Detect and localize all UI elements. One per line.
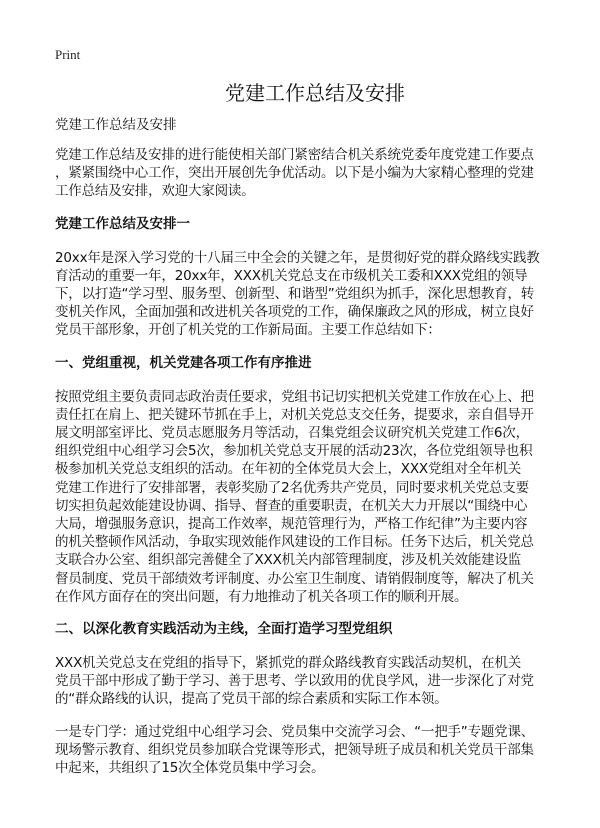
paragraph-4	[55, 723, 575, 778]
text-line: 育活动的重要一年，20xx年，XXX机关党总支在市级机关工委和XXX党组的领导	[55, 267, 528, 284]
text-line: 一是专门学：通过党组中心组学习会、党员集中交流学习会、“一把手”专题党课、	[55, 723, 535, 740]
heading-2: 二、以深化教育实践活动为主线，全面打造学习型党组织	[55, 621, 393, 638]
paragraph-3	[55, 654, 575, 709]
text-line: 工作总结及安排，欢迎大家阅读。	[55, 183, 255, 200]
text-line: 按照党组主要负责同志政治责任要求，党组书记切实把机关党建工作放在心上、把	[55, 388, 534, 405]
text-line: 20xx年是深入学习党的十八届三中全会的关键之年，是贯彻好党的群众路线实践教	[55, 249, 540, 266]
text-line: 党建工作进行了安排部署，表彰奖励了2名优秀共产党员，同时要求机关党总支要	[55, 479, 529, 496]
text-line: ，紧紧围绕中心工作，突出开展创先争优活动。以下是小编为大家精心整理的党建	[55, 165, 534, 182]
intro-paragraph	[55, 146, 575, 201]
text-line: 党员干部中形成了勤于学习、善于思考、学以致用的优良学风，进一步深化了对党	[55, 673, 534, 690]
text-line: 现场警示教育、组织党员参加联合党课等形式，把领导班子成员和机关党员干部集	[55, 741, 534, 758]
text-line: 极参加机关党总支组织的活动。在年初的全体党员大会上，XXX党组对全年机关	[55, 461, 522, 478]
paragraph-2	[55, 388, 575, 606]
text-line: XXX机关党总支在党组的指导下，紧抓党的群众路线教育实践活动契机，在机关	[55, 655, 522, 672]
text-line: 下，以打造“学习型、服务型、创新型、和谐型”党组织为抓手，深化思想教育，转	[55, 286, 535, 303]
document-subtitle: 党建工作总结及安排	[55, 117, 177, 133]
text-line: 的“群众路线的认识，提高了党员干部的综合素质和实际工作本领。	[55, 691, 448, 708]
text-line: 党建工作总结及安排的进行能使相关部门紧密结合机关系统党委年度党建工作要点	[55, 147, 534, 163]
section-title: 党建工作总结及安排一	[55, 215, 190, 232]
heading-1: 一、党组重视，机关党建各项工作有序推进	[55, 354, 312, 371]
text-line: 督员制度、党员干部绩效考评制度、办公室卫生制度、请销假制度等，解决了机关	[55, 570, 534, 587]
text-line: 支联合办公室、组织部完善健全了XXX机关内部管理制度，涉及机关效能建设监	[55, 552, 522, 569]
text-line: 切实担负起效能建设协调、指导、督查的重要职责，在机关大力开展以“围绕中心	[55, 497, 528, 514]
text-line: 责任扛在肩上、把关键环节抓在手上，对机关党总支交任务，提要求，亲自倡导开	[55, 406, 534, 423]
text-line: 变机关作风，全面加强和改进机关各项党的工作，确保廉政之风的形成，树立良好	[55, 304, 534, 321]
text-line: 在作风方面存在的突出问题，有力地推动了机关各项工作的顺利开展。	[55, 588, 468, 605]
text-line: 党员干部形象，开创了机关党的工作新局面。主要工作总结如下：	[55, 322, 441, 339]
text-line: 大局，增强服务意识，提高工作效率，规范管理行为，严格工作纪律”为主要内容	[55, 516, 528, 533]
paragraph-1	[55, 249, 575, 340]
text-line: 展文明部室评比、党员志愿服务月等活动，召集党组会议研究机关党建工作6次，	[55, 425, 529, 442]
document-title: 党建工作总结及安排	[225, 81, 405, 105]
text-line: 组织党组中心组学习会5次，参加机关党总支开展的活动23次，各位党组领导也积	[55, 443, 533, 460]
print-link[interactable]: Print	[55, 47, 81, 62]
text-line: 中起来，共组织了15次全体党员集中学习会。	[55, 760, 325, 777]
document-body	[55, 80, 575, 791]
text-line: 的机关整顿作风活动，争取实现效能作风建设的工作目标。任务下达后，机关党总	[55, 534, 534, 551]
